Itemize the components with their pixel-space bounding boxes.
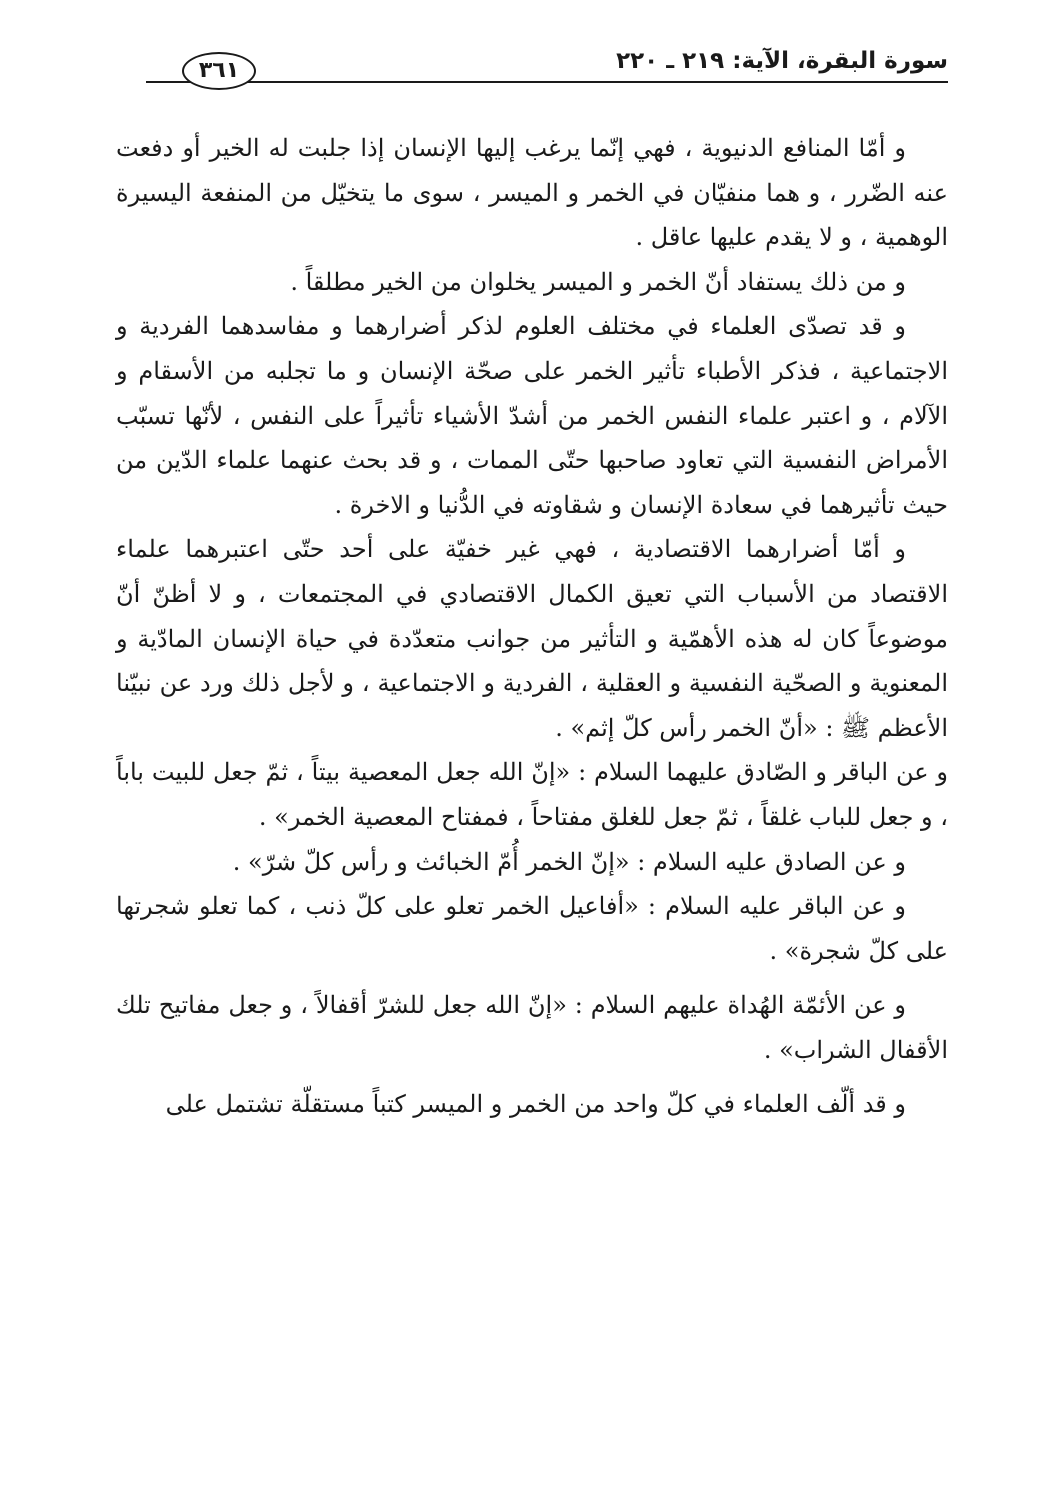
- paragraph-narration-baqir-sadiq: و عن الباقر و الصّادق عليهما السلام : «إنّ الله جعل المعصية بيتاً ، ثمّ جعل للبيت باباً ، و جعل للباب غلقاً ، ثمّ جعل للغلق مفتاحاً ، فمفتاح المعصية الخمر» .: [116, 758, 948, 831]
- paragraph-narration-sadiq: و عن الصادق عليه السلام : «إنّ الخمر أُمّ الخبائث و رأس كلّ شرّ» .: [232, 847, 906, 876]
- paragraph-no-good: و من ذلك يستفاد أنّ الخمر و الميسر يخلوان من الخير مطلقاً .: [290, 267, 906, 296]
- paragraph-narration-imams: و عن الأئمّة الهُداة عليهم السلام : «إنّ الله جعل للشرّ أقفالاً ، و جعل مفاتيح تلك الأقفال الشراب» .: [116, 991, 948, 1064]
- paragraph-economic-harms: و أمّا أضرارهما الاقتصادية ، فهي غير خفيّة على أحد حتّى اعتبرهما علماء الاقتصاد من الأسباب التي تعيق الكمال الاقتصادي في المجتمعات ، و لا أظنّ أنّ موضوعاً كان له هذه الأهمّية و التأثير من جوانب متعدّدة في حياة الإنسان المادّية و المعنوية و الصحّية النفسية و العقلية ، الفردية و الاجتماعية ، و لأجل ذلك ورد عن نبيّنا الأعظم ﷺ : «أنّ الخمر رأس كلّ إثم» .: [116, 535, 948, 742]
- page-number-badge: ٣٦١: [182, 52, 256, 90]
- paragraph-narration-baqir: و عن الباقر عليه السلام : «أفاعيل الخمر تعلو على كلّ ذنب ، كما تعلو شجرتها على كلّ شجرة» .: [116, 892, 948, 965]
- header-rule: [146, 81, 948, 83]
- running-header: [146, 44, 948, 84]
- body-text: [116, 126, 948, 1127]
- surah-verse-title: سورة البقرة، الآية: ٢١٩ ـ ٢٢٠: [616, 48, 948, 74]
- paragraph-worldly-benefits: و أمّا المنافع الدنيوية ، فهي إنّما يرغب إليها الإنسان إذا جلبت له الخير أو دفعت عنه الضّرر ، و هما منفيّان في الخمر و الميسر ، سوى ما يتخيّل من المنفعة اليسيرة الوهمية ، و لا يقدم عليها عاقل .: [116, 134, 948, 252]
- paragraph-books: و قد ألّف العلماء في كلّ واحد من الخمر و الميسر كتباً مستقلّة تشتمل على: [165, 1090, 906, 1119]
- paragraph-scholars-harms: و قد تصدّى العلماء في مختلف العلوم لذكر أضرارهما و مفاسدهما الفردية و الاجتماعية ، فذكر الأطباء تأثير الخمر على صحّة الإنسان و ما تجلبه من الأسقام و الآلام ، و اعتبر علماء النفس الخمر من أشدّ الأشياء تأثيراً على النفس ، لأنّها تسبّب الأمراض النفسية التي تعاود صاحبها حتّى الممات ، و قد بحث عنهما علماء الدّين من حيث تأثيرهما في سعادة الإنسان و شقاوته في الدُّنيا و الاخرة .: [116, 312, 949, 519]
